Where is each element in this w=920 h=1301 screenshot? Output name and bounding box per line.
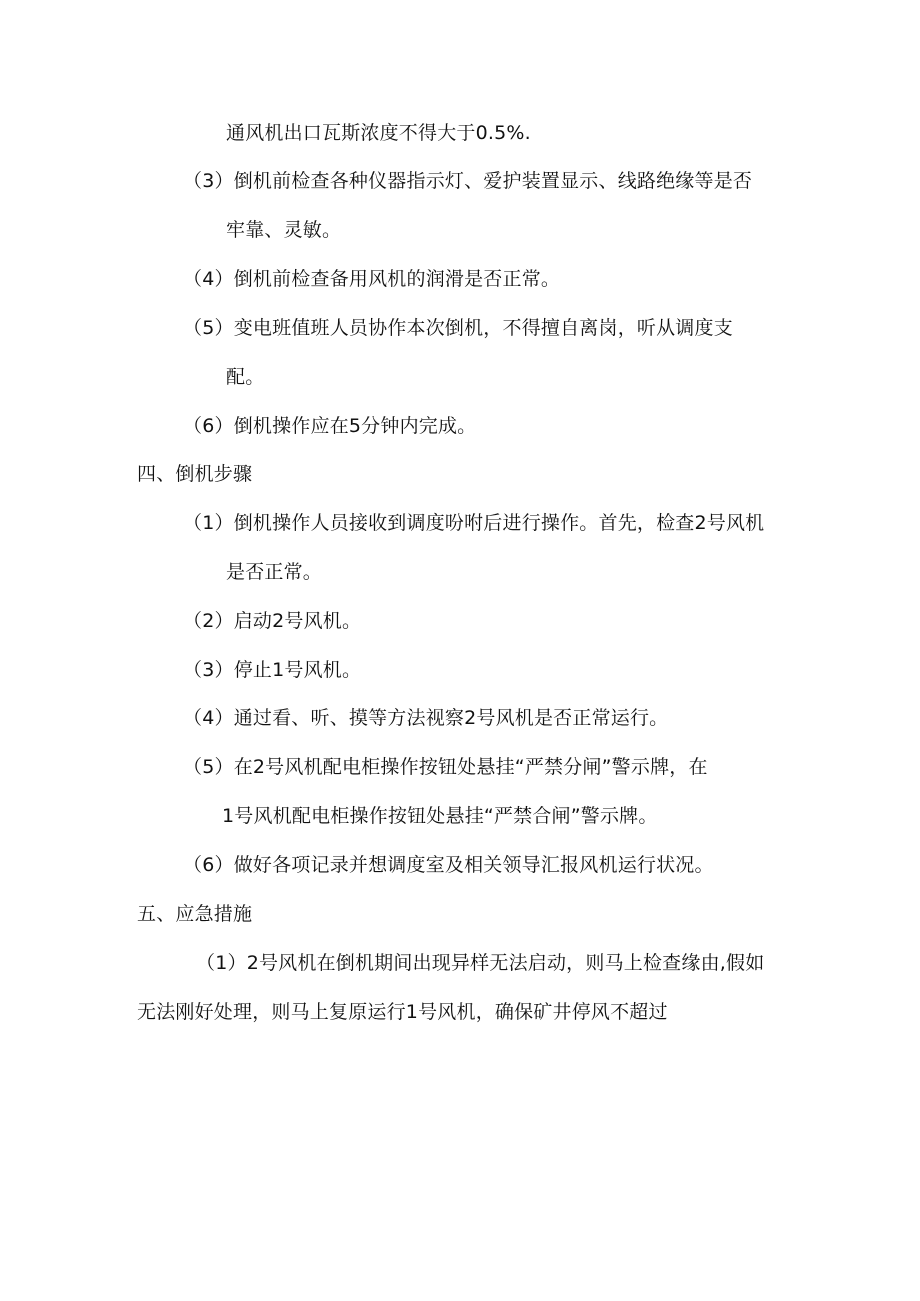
- paragraph-line: （1）2号风机在倒机期间出现异样无法启动，则马上检查缘由,假如: [196, 952, 765, 974]
- list-item: （4）倒机前检查备用风机的润滑是否正常。: [183, 268, 561, 290]
- list-item: （6）倒机操作应在5分钟内完成。: [183, 415, 477, 437]
- text-line: 配。: [226, 366, 265, 388]
- list-item: （3）倒机前检查各种仪器指示灯、爱护装置显示、线路绝缘等是否: [183, 170, 753, 192]
- list-item: （6）做好各项记录并想调度室及相关领导汇报风机运行状况。: [183, 854, 714, 876]
- list-item: （4）通过看、听、摸等方法视察2号风机是否正常运行。: [183, 707, 669, 729]
- list-item: （3）停止1号风机。: [183, 659, 362, 681]
- section-heading: 四、倒机步骤: [137, 463, 253, 485]
- section-heading: 五、应急措施: [137, 903, 253, 925]
- text-line: 通风机出口瓦斯浓度不得大于0.5%.: [226, 122, 531, 144]
- paragraph-line: 无法刚好处理，则马上复原运行1号风机，确保矿井停风不超过: [137, 1001, 668, 1023]
- list-item: （5）在2号风机配电柜操作按钮处悬挂“严禁分闸”警示牌，在: [183, 756, 708, 778]
- text-line: 是否正常。: [226, 561, 323, 583]
- text-line: 1号风机配电柜操作按钮处悬挂“严禁合闸”警示牌。: [222, 805, 658, 827]
- list-item: （1）倒机操作人员接收到调度吩咐后进行操作。首先，检查2号风机: [183, 512, 765, 534]
- list-item: （2）启动2号风机。: [183, 610, 362, 632]
- list-item: （5）变电班值班人员协作本次倒机，不得擅自离岗，听从调度支: [183, 317, 733, 339]
- text-line: 牢靠、灵敏。: [226, 219, 342, 241]
